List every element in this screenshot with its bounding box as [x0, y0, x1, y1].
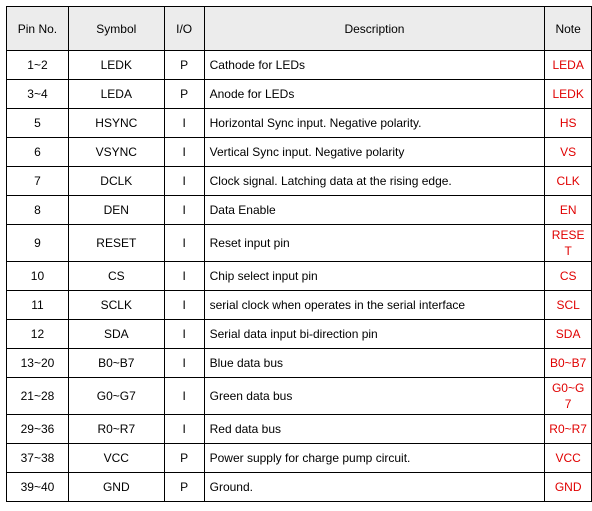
- pin-cell: 29~36: [7, 415, 69, 444]
- pin-cell: 1~2: [7, 51, 69, 80]
- pin-cell: 12: [7, 320, 69, 349]
- description-cell: Data Enable: [204, 196, 545, 225]
- symbol-cell: VSYNC: [68, 138, 164, 167]
- table-row: [7, 378, 592, 415]
- table-row: [7, 444, 592, 473]
- header-pin-no: Pin No.: [7, 7, 69, 51]
- io-cell: P: [164, 444, 204, 473]
- table-row: [7, 80, 592, 109]
- symbol-cell: R0~R7: [68, 415, 164, 444]
- description-cell: Chip select input pin: [204, 262, 545, 291]
- pin-table: [6, 6, 592, 502]
- note-cell: HS: [545, 109, 592, 138]
- table-row: [7, 473, 592, 502]
- note-cell: SCL: [545, 291, 592, 320]
- io-cell: I: [164, 138, 204, 167]
- note-cell: LEDK: [545, 80, 592, 109]
- symbol-cell: GND: [68, 473, 164, 502]
- header-note: Note: [545, 7, 592, 51]
- table-row: [7, 291, 592, 320]
- pin-cell: 3~4: [7, 80, 69, 109]
- io-cell: I: [164, 291, 204, 320]
- symbol-cell: HSYNC: [68, 109, 164, 138]
- pin-cell: 6: [7, 138, 69, 167]
- note-cell: B0~B7: [545, 349, 592, 378]
- table-row: [7, 138, 592, 167]
- pin-cell: 39~40: [7, 473, 69, 502]
- symbol-cell: VCC: [68, 444, 164, 473]
- description-cell: Cathode for LEDs: [204, 51, 545, 80]
- io-cell: I: [164, 196, 204, 225]
- description-cell: Anode for LEDs: [204, 80, 545, 109]
- pin-cell: 37~38: [7, 444, 69, 473]
- table-row: [7, 51, 592, 80]
- symbol-cell: LEDA: [68, 80, 164, 109]
- table-row: [7, 320, 592, 349]
- symbol-cell: LEDK: [68, 51, 164, 80]
- symbol-cell: DEN: [68, 196, 164, 225]
- note-cell: RESET: [545, 225, 592, 262]
- note-cell: GND: [545, 473, 592, 502]
- description-cell: Green data bus: [204, 378, 545, 415]
- description-cell: Horizontal Sync input. Negative polarity.: [204, 109, 545, 138]
- pin-cell: 21~28: [7, 378, 69, 415]
- pin-cell: 13~20: [7, 349, 69, 378]
- io-cell: I: [164, 378, 204, 415]
- table-row: [7, 109, 592, 138]
- io-cell: P: [164, 51, 204, 80]
- pin-cell: 8: [7, 196, 69, 225]
- io-cell: P: [164, 473, 204, 502]
- description-cell: Ground.: [204, 473, 545, 502]
- symbol-cell: SDA: [68, 320, 164, 349]
- symbol-cell: RESET: [68, 225, 164, 262]
- io-cell: I: [164, 320, 204, 349]
- symbol-cell: G0~G7: [68, 378, 164, 415]
- pin-cell: 9: [7, 225, 69, 262]
- table-row: [7, 349, 592, 378]
- io-cell: I: [164, 415, 204, 444]
- header-io: I/O: [164, 7, 204, 51]
- io-cell: P: [164, 80, 204, 109]
- io-cell: I: [164, 109, 204, 138]
- description-cell: serial clock when operates in the serial interface: [204, 291, 545, 320]
- description-cell: Reset input pin: [204, 225, 545, 262]
- note-cell: G0~G7: [545, 378, 592, 415]
- symbol-cell: SCLK: [68, 291, 164, 320]
- pin-cell: 7: [7, 167, 69, 196]
- header-row: [7, 7, 592, 51]
- symbol-cell: DCLK: [68, 167, 164, 196]
- note-cell: CLK: [545, 167, 592, 196]
- io-cell: I: [164, 262, 204, 291]
- table-row: [7, 225, 592, 262]
- io-cell: I: [164, 167, 204, 196]
- table-row: [7, 262, 592, 291]
- note-cell: SDA: [545, 320, 592, 349]
- symbol-cell: CS: [68, 262, 164, 291]
- note-cell: EN: [545, 196, 592, 225]
- pin-cell: 10: [7, 262, 69, 291]
- note-cell: LEDA: [545, 51, 592, 80]
- header-symbol: Symbol: [68, 7, 164, 51]
- table-row: [7, 196, 592, 225]
- description-cell: Serial data input bi-direction pin: [204, 320, 545, 349]
- io-cell: I: [164, 349, 204, 378]
- description-cell: Vertical Sync input. Negative polarity: [204, 138, 545, 167]
- pin-cell: 5: [7, 109, 69, 138]
- header-description: Description: [204, 7, 545, 51]
- symbol-cell: B0~B7: [68, 349, 164, 378]
- description-cell: Blue data bus: [204, 349, 545, 378]
- note-cell: VCC: [545, 444, 592, 473]
- note-cell: VS: [545, 138, 592, 167]
- note-cell: CS: [545, 262, 592, 291]
- description-cell: Red data bus: [204, 415, 545, 444]
- table-row: [7, 415, 592, 444]
- io-cell: I: [164, 225, 204, 262]
- description-cell: Power supply for charge pump circuit.: [204, 444, 545, 473]
- pin-cell: 11: [7, 291, 69, 320]
- description-cell: Clock signal. Latching data at the rising edge.: [204, 167, 545, 196]
- note-cell: R0~R7: [545, 415, 592, 444]
- table-row: [7, 167, 592, 196]
